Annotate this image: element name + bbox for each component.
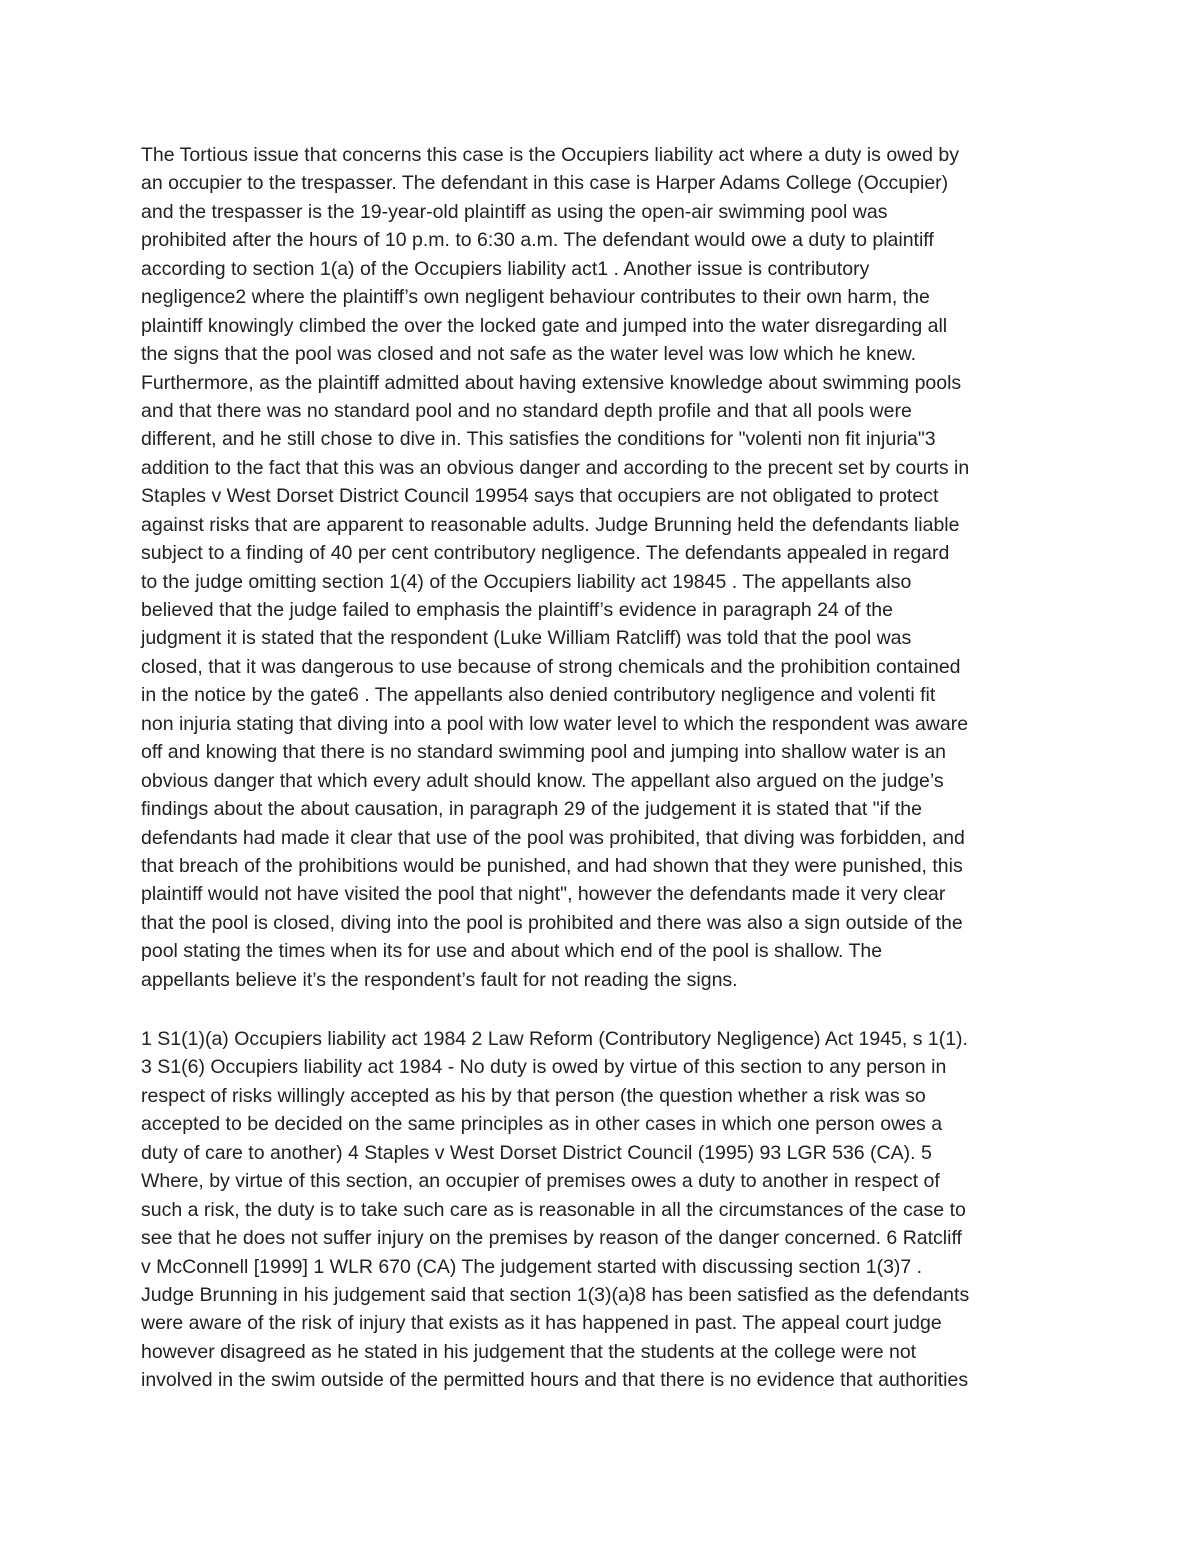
text-line: that breach of the prohibitions would be punished, and had shown that they were punished, this (141, 854, 963, 877)
text-line: and the trespasser is the 19-year-old plaintiff as using the open-air swimming pool was (141, 200, 888, 223)
text-line: findings about the about causation, in paragraph 29 of the judgement it is stated that "if the (141, 798, 922, 821)
text-line: were aware of the risk of injury that exists as it has happened in past. The appeal court judge (141, 1312, 942, 1335)
text-line: against risks that are apparent to reasonable adults. Judge Brunning held the defendants liable (141, 513, 960, 536)
text-line: pool stating the times when its for use and about which end of the pool is shallow. The (141, 940, 883, 963)
text-line: judgment it is stated that the respondent (Luke William Ratcliff) was told that the pool was (141, 627, 912, 650)
text-line: see that he does not suffer injury on the premises by reason of the danger concerned. 6 Ratcliff (141, 1227, 962, 1250)
text-line: involved in the swim outside of the permitted hours and that there is no evidence that authorities (141, 1369, 969, 1392)
text-line: The Tortious issue that concerns this case is the Occupiers liability act where a duty is owed by (141, 144, 959, 166)
text-line: the signs that the pool was closed and not safe as the water level was low which he knew. (141, 343, 917, 366)
text-line: respect of risks willingly accepted as his by that person (the question whether a risk was so (141, 1084, 926, 1107)
text-line: subject to a finding of 40 per cent contributory negligence. The defendants appealed in regard (141, 542, 950, 565)
text-line: and that there was no standard pool and no standard depth profile and that all pools were (141, 399, 912, 422)
text-line: 1 S1(1)(a) Occupiers liability act 1984 2 Law Reform (Contributory Negligence) Act 1945, s 1(1). (141, 1028, 968, 1050)
text-line: an occupier to the trespasser. The defendant in this case is Harper Adams College (Occupier) (141, 172, 949, 195)
text-line: defendants had made it clear that use of the pool was prohibited, that diving was forbidden, and (141, 826, 965, 849)
text-line: prohibited after the hours of 10 p.m. to 6:30 a.m. The defendant would owe a duty to plaintiff (141, 229, 934, 252)
text-line: Staples v West Dorset District Council 19954 says that occupiers are not obligated to protect (141, 485, 939, 508)
text-line: addition to the fact that this was an obvious danger and according to the precent set by courts in (141, 456, 970, 479)
text-line: appellants believe it’s the respondent’s fault for not reading the signs. (141, 968, 738, 991)
text-line: different, and he still chose to dive in. This satisfies the conditions for "volenti non fit injuria"3 (141, 428, 936, 451)
text-line: to the judge omitting section 1(4) of the Occupiers liability act 19845 . The appellants also (141, 570, 912, 593)
text-line: negligence2 where the plaintiff’s own negligent behaviour contributes to their own harm, the (141, 286, 930, 309)
text-line: however disagreed as he stated in his judgement that the students at the college were not (141, 1340, 917, 1363)
text-line: plaintiff would not have visited the pool that night", however the defendants made it very clear (141, 883, 946, 906)
text-line: in the notice by the gate6 . The appellants also denied contributory negligence and volenti fit (141, 684, 936, 707)
text-line: accepted to be decided on the same principles as in other cases in which one person owes a (141, 1113, 943, 1136)
footnotes-paragraph (141, 1025, 1081, 1395)
text-line: 3 S1(6) Occupiers liability act 1984 - No duty is owed by virtue of this section to any person in (141, 1056, 947, 1079)
text-line: obvious danger that which every adult should know. The appellant also argued on the judge’s (141, 769, 944, 792)
text-line: off and knowing that there is no standard swimming pool and jumping into shallow water is an (141, 741, 947, 764)
text-line: duty of care to another) 4 Staples v West Dorset District Council (1995) 93 LGR 536 (CA). 5 (141, 1141, 932, 1164)
text-line: plaintiff knowingly climbed the over the locked gate and jumped into the water disregarding all (141, 314, 948, 337)
text-line: Furthermore, as the plaintiff admitted about having extensive knowledge about swimming pools (141, 371, 962, 394)
text-line: such a risk, the duty is to take such care as is reasonable in all the circumstances of the case to (141, 1198, 966, 1221)
text-line: according to section 1(a) of the Occupiers liability act1 . Another issue is contributory (141, 257, 870, 280)
text-line: non injuria stating that diving into a pool with low water level to which the respondent was aware (141, 712, 969, 735)
text-line: that the pool is closed, diving into the pool is prohibited and there was also a sign outside of the (141, 911, 963, 934)
text-line: Where, by virtue of this section, an occupier of premises owes a duty to another in respect of (141, 1170, 940, 1193)
text-line: Judge Brunning in his judgement said that section 1(3)(a)8 has been satisfied as the defendants (141, 1283, 970, 1306)
text-line: closed, that it was dangerous to use because of strong chemicals and the prohibition contained (141, 655, 961, 678)
text-line: v McConnell [1999] 1 WLR 670 (CA) The judgement started with discussing section 1(3)7 . (141, 1255, 923, 1278)
main-paragraph (141, 141, 1081, 994)
text-line: believed that the judge failed to emphasis the plaintiff’s evidence in paragraph 24 of the (141, 599, 893, 621)
